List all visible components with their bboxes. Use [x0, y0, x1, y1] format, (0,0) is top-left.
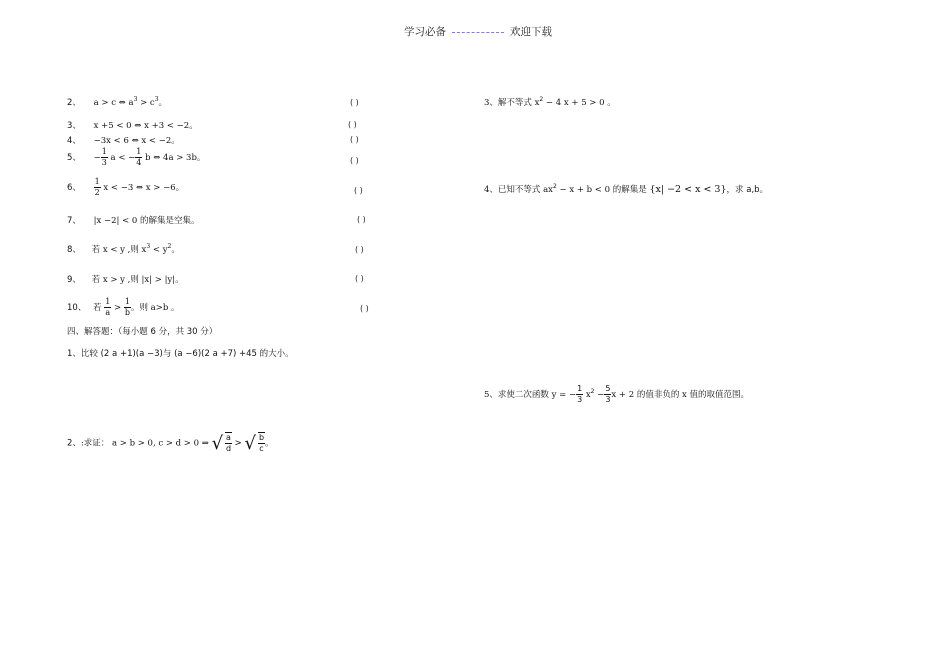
item-8-paren: ( )	[355, 245, 364, 254]
item-9-paren: ( )	[355, 274, 364, 283]
problem-2: 2、:求证： a > b > 0, c > d > 0 ⇒ √ $\frac{a}{d}$ > √ $\frac{b}{c}$ 。	[67, 432, 274, 454]
item-number: 10、	[67, 303, 87, 313]
item-text: a > c ⇔ $a^3 > c^3$。	[93, 96, 168, 108]
item-text: −3x < 6 ⇔ x < −2。	[93, 136, 180, 146]
item-text: |x −2| < 0 的解集是空集。	[93, 216, 200, 226]
item-text: 若 $\frac{1}{a}$ > $\frac{1}{b}$ 。则 a>b 。	[93, 297, 180, 317]
item-6-paren: ( )	[354, 186, 363, 195]
item-5	[67, 147, 205, 168]
section-title: 四、解答题：（每小题 6 分，共 30 分）	[67, 327, 218, 337]
item-text: − $\frac{1}{3}$ a < − $\frac{1}{4}$ b ⇔ 4a > 3b。	[93, 147, 206, 167]
item-number: 3、	[67, 121, 81, 131]
problem-5: 5、求使二次函数 y = − $\frac{1}{3}$ $x^2$ − $\frac{5}{3}$ x + 2 的值非负的 x 值的取值范围。	[484, 384, 750, 404]
problem-3: 3、解不等式 $x^2 - 4$ x + 5 > 0 。	[484, 96, 616, 108]
item-8	[67, 243, 180, 255]
item-3-paren: ( )	[348, 120, 357, 129]
header-left: 学习必备	[404, 26, 446, 38]
item-3	[67, 119, 198, 131]
page-header	[404, 24, 552, 39]
item-7-paren: ( )	[357, 215, 366, 224]
item-text: x +5 < 0 ⇔ x +3 < −2。	[93, 121, 198, 131]
header-right: 欢迎下载	[510, 26, 552, 38]
item-2-paren: ( )	[350, 98, 359, 107]
item-number: 8、	[67, 245, 81, 255]
item-number: 6、	[67, 183, 81, 193]
item-5-paren: ( )	[350, 156, 359, 165]
item-9	[67, 273, 184, 285]
item-10-paren: ( )	[360, 304, 369, 313]
problem-4: 4、已知不等式 $ax^2 - x + b < 0$ 的解集是 {x| −2 < x < 3}，求 a,b。	[484, 183, 769, 195]
item-text: 若 x > y ,则 |x| > |y|。	[91, 275, 184, 285]
solution-set: {x| −2 < x < 3}	[649, 184, 727, 195]
problem-1: 1、比较 (2 a +1)(a −3)与 (a −6)(2 a +7) +45 的大小。	[67, 349, 294, 359]
item-number: 7、	[67, 216, 81, 226]
item-text: $\frac{1}{2}$ x < −3 ⇔ x > −6。	[94, 177, 185, 197]
item-4-paren: ( )	[350, 135, 359, 144]
item-4	[67, 134, 180, 146]
item-10	[67, 297, 180, 318]
item-number: 9、	[67, 275, 81, 285]
item-2	[67, 96, 167, 108]
header-dash-divider	[452, 32, 504, 33]
item-7	[67, 214, 200, 226]
item-number: 5、	[67, 153, 81, 163]
item-6	[67, 177, 184, 198]
item-number: 4、	[67, 136, 81, 146]
item-number: 2、	[67, 98, 81, 108]
item-text: 若 x < y ,则 $x^3 < y^2$。	[91, 243, 180, 255]
